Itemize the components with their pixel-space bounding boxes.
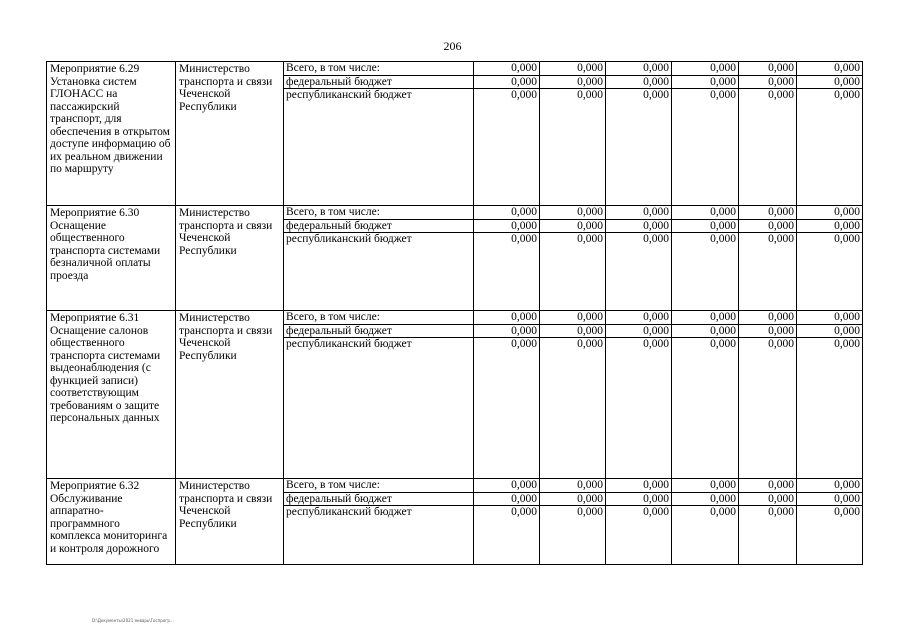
funding-source-label: республиканский бюджет (286, 338, 412, 350)
amount-cell (540, 311, 606, 479)
amount-value: 0,000 (768, 233, 794, 245)
executor-cell: Министерство транспорта и связи Чеченской Республики (176, 479, 284, 565)
funding-source-label: Всего, в том числе: (284, 206, 473, 220)
amount-value: 0,000 (511, 506, 537, 518)
amount-value: 0,000 (474, 311, 539, 325)
table-row (47, 206, 863, 311)
measure-cell: Мероприятие 6.32 Обслуживание аппаратно-программного комплекса мониторинга и контроля дорожного (47, 479, 176, 565)
amount-value: 0,000 (834, 506, 860, 518)
amount-value: 0,000 (797, 220, 862, 234)
amount-cell (540, 62, 606, 206)
amount-cell (606, 206, 672, 311)
executor-cell: Министерство транспорта и связи Чеченской Республики (176, 311, 284, 479)
funding-source-cell (284, 206, 474, 311)
program-measures-table (46, 61, 863, 565)
amount-value: 0,000 (474, 62, 539, 76)
amount-value: 0,000 (739, 493, 796, 507)
funding-source-label: Всего, в том числе: (284, 479, 473, 493)
funding-source-label: республиканский бюджет (286, 233, 412, 245)
amount-value: 0,000 (540, 206, 605, 220)
amount-value: 0,000 (540, 325, 605, 339)
funding-source-label: республиканский бюджет (286, 89, 412, 101)
table-row (47, 479, 863, 565)
measure-cell: Мероприятие 6.31 Оснащение салонов общественного транспорта системами выдеонаблюдения (с функцией записи) соответствующим требованиям о защите персональных данных (47, 311, 176, 479)
amount-value: 0,000 (643, 233, 669, 245)
table-row (47, 311, 863, 479)
amount-value: 0,000 (797, 76, 862, 90)
amount-value: 0,000 (606, 311, 671, 325)
amount-value: 0,000 (672, 220, 738, 234)
amount-cell (474, 62, 540, 206)
amount-value: 0,000 (606, 493, 671, 507)
amount-cell (797, 311, 863, 479)
amount-cell (672, 479, 739, 565)
amount-value: 0,000 (474, 220, 539, 234)
amount-value: 0,000 (540, 76, 605, 90)
amount-value: 0,000 (834, 338, 860, 350)
amount-value: 0,000 (606, 76, 671, 90)
measure-cell: Мероприятие 6.29 Установка систем ГЛОНАСС на пассажирский транспорт, для обеспечения в открытом доступе информацию об их реальном движении по маршруту (47, 62, 176, 206)
amount-value: 0,000 (540, 220, 605, 234)
amount-cell (672, 206, 739, 311)
amount-value: 0,000 (710, 233, 736, 245)
amount-value: 0,000 (710, 338, 736, 350)
amount-value: 0,000 (768, 338, 794, 350)
amount-cell (797, 479, 863, 565)
amount-value: 0,000 (540, 479, 605, 493)
funding-source-label: Всего, в том числе: (284, 62, 473, 76)
amount-cell (540, 206, 606, 311)
amount-value: 0,000 (577, 89, 603, 101)
amount-value: 0,000 (797, 62, 862, 76)
amount-value: 0,000 (474, 76, 539, 90)
amount-value: 0,000 (540, 311, 605, 325)
amount-value: 0,000 (474, 493, 539, 507)
amount-value: 0,000 (474, 206, 539, 220)
amount-cell (474, 311, 540, 479)
amount-value: 0,000 (672, 325, 738, 339)
funding-source-label: федеральный бюджет (284, 493, 473, 507)
amount-value: 0,000 (672, 76, 738, 90)
amount-value: 0,000 (540, 493, 605, 507)
amount-value: 0,000 (577, 506, 603, 518)
amount-value: 0,000 (797, 311, 862, 325)
amount-cell (672, 311, 739, 479)
amount-cell (606, 479, 672, 565)
footer-file-path: D:\Документы\2021 январь\Госпрогр... (92, 618, 174, 623)
executor-cell: Министерство транспорта и связи Чеченской Республики (176, 62, 284, 206)
amount-value: 0,000 (739, 325, 796, 339)
amount-value: 0,000 (739, 479, 796, 493)
amount-value: 0,000 (474, 325, 539, 339)
amount-value: 0,000 (606, 325, 671, 339)
amount-cell (672, 62, 739, 206)
amount-value: 0,000 (739, 62, 796, 76)
amount-value: 0,000 (643, 89, 669, 101)
amount-value: 0,000 (606, 206, 671, 220)
amount-cell (797, 62, 863, 206)
amount-value: 0,000 (739, 76, 796, 90)
amount-value: 0,000 (739, 206, 796, 220)
amount-cell (606, 311, 672, 479)
funding-source-label: федеральный бюджет (284, 76, 473, 90)
amount-value: 0,000 (739, 311, 796, 325)
amount-cell (540, 479, 606, 565)
amount-value: 0,000 (643, 506, 669, 518)
table-row (47, 62, 863, 206)
amount-cell (739, 479, 797, 565)
amount-value: 0,000 (672, 311, 738, 325)
amount-value: 0,000 (474, 479, 539, 493)
measure-cell: Мероприятие 6.30 Оснащение общественного транспорта системами безналичной оплаты проезда (47, 206, 176, 311)
amount-value: 0,000 (768, 506, 794, 518)
amount-cell (739, 62, 797, 206)
amount-value: 0,000 (797, 493, 862, 507)
amount-cell (797, 206, 863, 311)
amount-value: 0,000 (643, 338, 669, 350)
amount-cell (474, 206, 540, 311)
amount-value: 0,000 (511, 89, 537, 101)
funding-source-cell (284, 479, 474, 565)
funding-source-label: республиканский бюджет (286, 506, 412, 518)
amount-value: 0,000 (606, 479, 671, 493)
amount-value: 0,000 (834, 89, 860, 101)
amount-value: 0,000 (797, 479, 862, 493)
funding-source-cell (284, 62, 474, 206)
amount-value: 0,000 (540, 62, 605, 76)
funding-source-cell (284, 311, 474, 479)
amount-value: 0,000 (797, 206, 862, 220)
amount-value: 0,000 (511, 233, 537, 245)
amount-value: 0,000 (672, 62, 738, 76)
amount-value: 0,000 (710, 89, 736, 101)
amount-value: 0,000 (577, 233, 603, 245)
amount-value: 0,000 (511, 338, 537, 350)
amount-value: 0,000 (606, 62, 671, 76)
amount-value: 0,000 (672, 493, 738, 507)
funding-source-label: федеральный бюджет (284, 325, 473, 339)
amount-cell (606, 62, 672, 206)
amount-value: 0,000 (672, 479, 738, 493)
amount-value: 0,000 (606, 220, 671, 234)
amount-value: 0,000 (577, 338, 603, 350)
amount-cell (739, 206, 797, 311)
funding-source-label: федеральный бюджет (284, 220, 473, 234)
funding-source-label: Всего, в том числе: (284, 311, 473, 325)
amount-value: 0,000 (672, 206, 738, 220)
amount-value: 0,000 (797, 325, 862, 339)
amount-cell (474, 479, 540, 565)
amount-value: 0,000 (768, 89, 794, 101)
page-number: 206 (443, 39, 462, 53)
executor-cell: Министерство транспорта и связи Чеченской Республики (176, 206, 284, 311)
amount-cell (739, 311, 797, 479)
amount-value: 0,000 (834, 233, 860, 245)
amount-value: 0,000 (739, 220, 796, 234)
amount-value: 0,000 (710, 506, 736, 518)
